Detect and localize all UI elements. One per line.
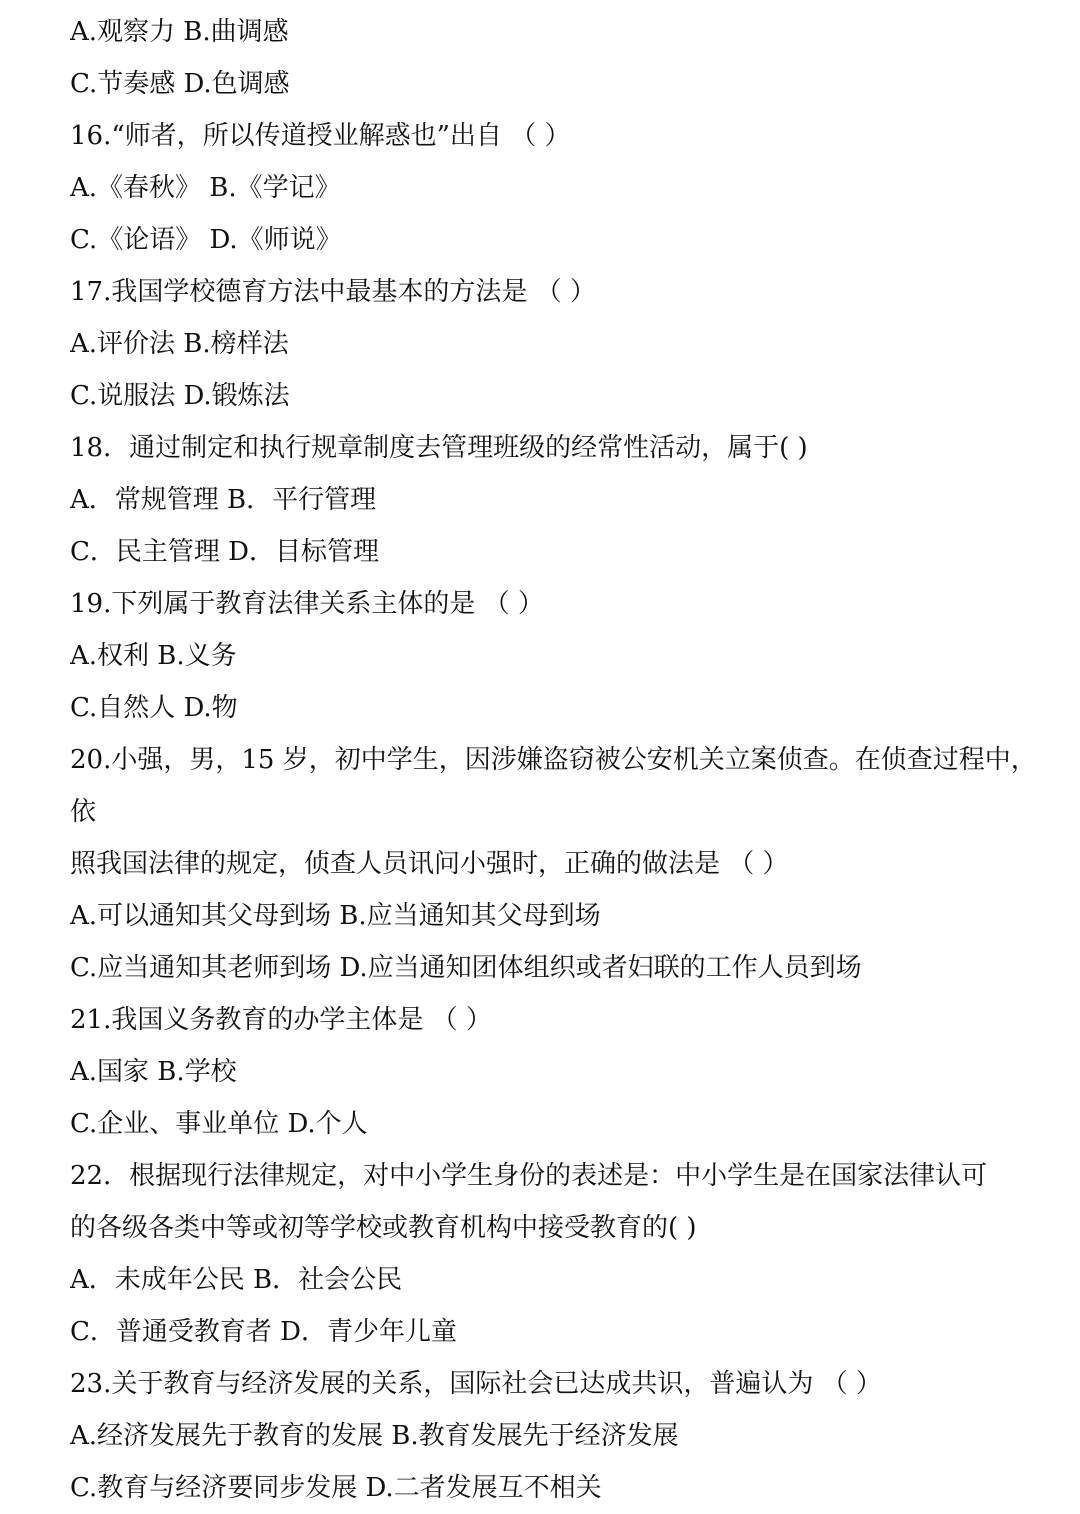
- text-line: C.企业、事业单位 D.个人: [70, 1109, 368, 1139]
- text-line: A.观察力 B.曲调感: [70, 17, 289, 47]
- text-line: A．常规管理 B．平行管理: [70, 485, 377, 515]
- text-line: C．民主管理 D．目标管理: [70, 537, 380, 567]
- text-line: C.教育与经济要同步发展 D.二者发展互不相关: [70, 1473, 602, 1503]
- text-line: A.可以通知其父母到场 B.应当通知其父母到场: [70, 901, 601, 931]
- text-line: A.国家 B.学校: [70, 1057, 237, 1087]
- document-page: [70, 6, 1060, 1514]
- text-line: 依: [70, 797, 97, 827]
- text-line: A.权利 B.义务: [70, 641, 237, 671]
- text-line: 16.“师者，所以传道授业解惑也”出自 （ ）: [70, 121, 571, 151]
- text-line: 的各级各类中等或初等学校或教育机构中接受教育的( ): [70, 1213, 697, 1243]
- text-line: C.《论语》 D.《师说》: [70, 225, 342, 255]
- text-line: C.节奏感 D.色调感: [70, 69, 290, 99]
- text-line: 18．通过制定和执行规章制度去管理班级的经常性活动，属于( ): [70, 433, 808, 463]
- text-line: A.评价法 B.榜样法: [70, 329, 289, 359]
- text-line: 23.关于教育与经济发展的关系，国际社会已达成共识，普遍认为 （ ）: [70, 1369, 882, 1399]
- text-line: 17.我国学校德育方法中最基本的方法是 （ ）: [70, 277, 596, 307]
- text-line: C.说服法 D.锻炼法: [70, 381, 290, 411]
- text-line: 22．根据现行法律规定，对中小学生身份的表述是：中小学生是在国家法律认可: [70, 1161, 988, 1191]
- text-line: 19.下列属于教育法律关系主体的是 （ ）: [70, 589, 544, 619]
- text-line: C．普通受教育者 D．青少年儿童: [70, 1317, 458, 1347]
- text-line: C.自然人 D.物: [70, 693, 238, 723]
- text-line: C.应当通知其老师到场 D.应当通知团体组织或者妇联的工作人员到场: [70, 953, 862, 983]
- text-line: A.《春秋》 B.《学记》: [70, 173, 341, 203]
- text-line: 20.小强，男，15 岁，初中学生，因涉嫌盗窃被公安机关立案侦查。在侦查过程中，: [70, 745, 1037, 775]
- text-line: A.经济发展先于教育的发展 B.教育发展先于经济发展: [70, 1421, 679, 1451]
- text-line: A．未成年公民 B．社会公民: [70, 1265, 403, 1295]
- text-line: 照我国法律的规定，侦查人员讯问小强时，正确的做法是 （ ）: [70, 849, 789, 879]
- text-line: 21.我国义务教育的办学主体是 （ ）: [70, 1005, 492, 1035]
